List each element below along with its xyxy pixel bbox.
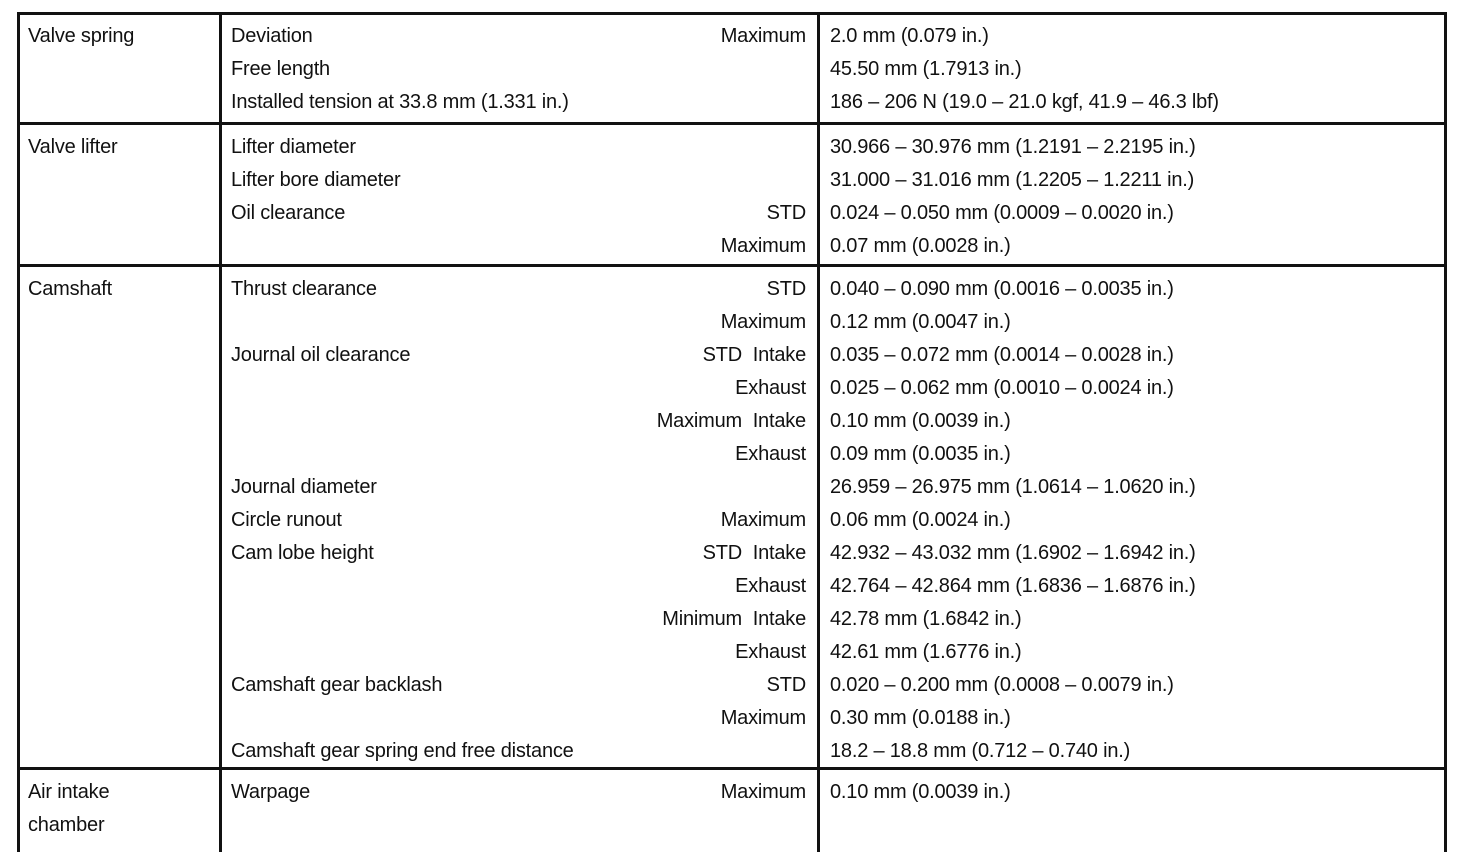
spec-value: 42.78 mm (1.6842 in.) [830,608,1022,630]
spec-qualifier: Minimum Intake [662,608,806,630]
spec-item: Installed tension at 33.8 mm (1.331 in.) [231,91,569,113]
spec-item: Camshaft gear backlash [231,674,443,696]
spec-item: Journal diameter [231,476,377,498]
spec-qualifier: STD Intake [702,542,806,564]
spec-value: 0.020 – 0.200 mm (0.0008 – 0.0079 in.) [830,674,1174,696]
spec-value: 0.30 mm (0.0188 in.) [830,707,1011,729]
row-divider [17,767,1447,770]
spec-value: 186 – 206 N (19.0 – 21.0 kgf, 41.9 – 46.3 lbf) [830,91,1219,113]
spec-value: 42.932 – 43.032 mm (1.6902 – 1.6942 in.) [830,542,1196,564]
column-divider [17,12,20,852]
spec-qualifier: Exhaust [735,575,806,597]
spec-item: Lifter bore diameter [231,169,401,191]
spec-item: Camshaft gear spring end free distance [231,740,574,762]
spec-value: 0.07 mm (0.0028 in.) [830,235,1011,257]
spec-qualifier: Maximum Intake [656,410,806,432]
category-label: Air intake [28,781,110,803]
spec-qualifier: STD [766,202,806,224]
row-divider [17,12,1447,15]
spec-item: Oil clearance [231,202,346,224]
spec-value: 0.035 – 0.072 mm (0.0014 – 0.0028 in.) [830,344,1174,366]
spec-qualifier: Maximum [720,25,806,47]
spec-value: 30.966 – 30.976 mm (1.2191 – 2.2195 in.) [830,136,1196,158]
spec-item: Journal oil clearance [231,344,411,366]
spec-qualifier: Maximum [720,781,806,803]
spec-value: 0.10 mm (0.0039 in.) [830,410,1011,432]
spec-value: 18.2 – 18.8 mm (0.712 – 0.740 in.) [830,740,1131,762]
spec-value: 0.040 – 0.090 mm (0.0016 – 0.0035 in.) [830,278,1174,300]
spec-item: Cam lobe height [231,542,374,564]
category-label: Valve spring [28,25,135,47]
spec-value: 2.0 mm (0.079 in.) [830,25,989,47]
spec-item: Circle runout [231,509,342,531]
spec-value: 31.000 – 31.016 mm (1.2205 – 1.2211 in.) [830,169,1195,191]
spec-item: Free length [231,58,330,80]
spec-qualifier: STD Intake [702,344,806,366]
spec-item: Lifter diameter [231,136,356,158]
column-divider [1444,12,1447,852]
spec-qualifier: STD [766,674,806,696]
spec-value: 0.06 mm (0.0024 in.) [830,509,1011,531]
spec-qualifier: Maximum [720,235,806,257]
spec-value: 0.10 mm (0.0039 in.) [830,781,1011,803]
spec-value: 45.50 mm (1.7913 in.) [830,58,1022,80]
spec-value: 0.024 – 0.050 mm (0.0009 – 0.0020 in.) [830,202,1174,224]
spec-qualifier: Maximum [720,509,806,531]
spec-qualifier: Maximum [720,707,806,729]
spec-qualifier: Maximum [720,311,806,333]
spec-value: 42.764 – 42.864 mm (1.6836 – 1.6876 in.) [830,575,1196,597]
spec-qualifier: Exhaust [735,443,806,465]
spec-value: 0.12 mm (0.0047 in.) [830,311,1011,333]
spec-qualifier: Exhaust [735,641,806,663]
spec-item: Thrust clearance [231,278,377,300]
category-label: chamber [28,814,105,836]
spec-qualifier: STD [766,278,806,300]
column-divider [219,12,222,852]
column-divider [817,12,820,852]
spec-value: 42.61 mm (1.6776 in.) [830,641,1022,663]
spec-value: 0.09 mm (0.0035 in.) [830,443,1011,465]
row-divider [17,264,1447,267]
category-label: Valve lifter [28,136,118,158]
spec-value: 0.025 – 0.062 mm (0.0010 – 0.0024 in.) [830,377,1174,399]
row-divider [17,122,1447,125]
spec-item: Warpage [231,781,311,803]
category-label: Camshaft [28,278,112,300]
spec-qualifier: Exhaust [735,377,806,399]
spec-value: 26.959 – 26.975 mm (1.0614 – 1.0620 in.) [830,476,1196,498]
spec-item: Deviation [231,25,313,47]
